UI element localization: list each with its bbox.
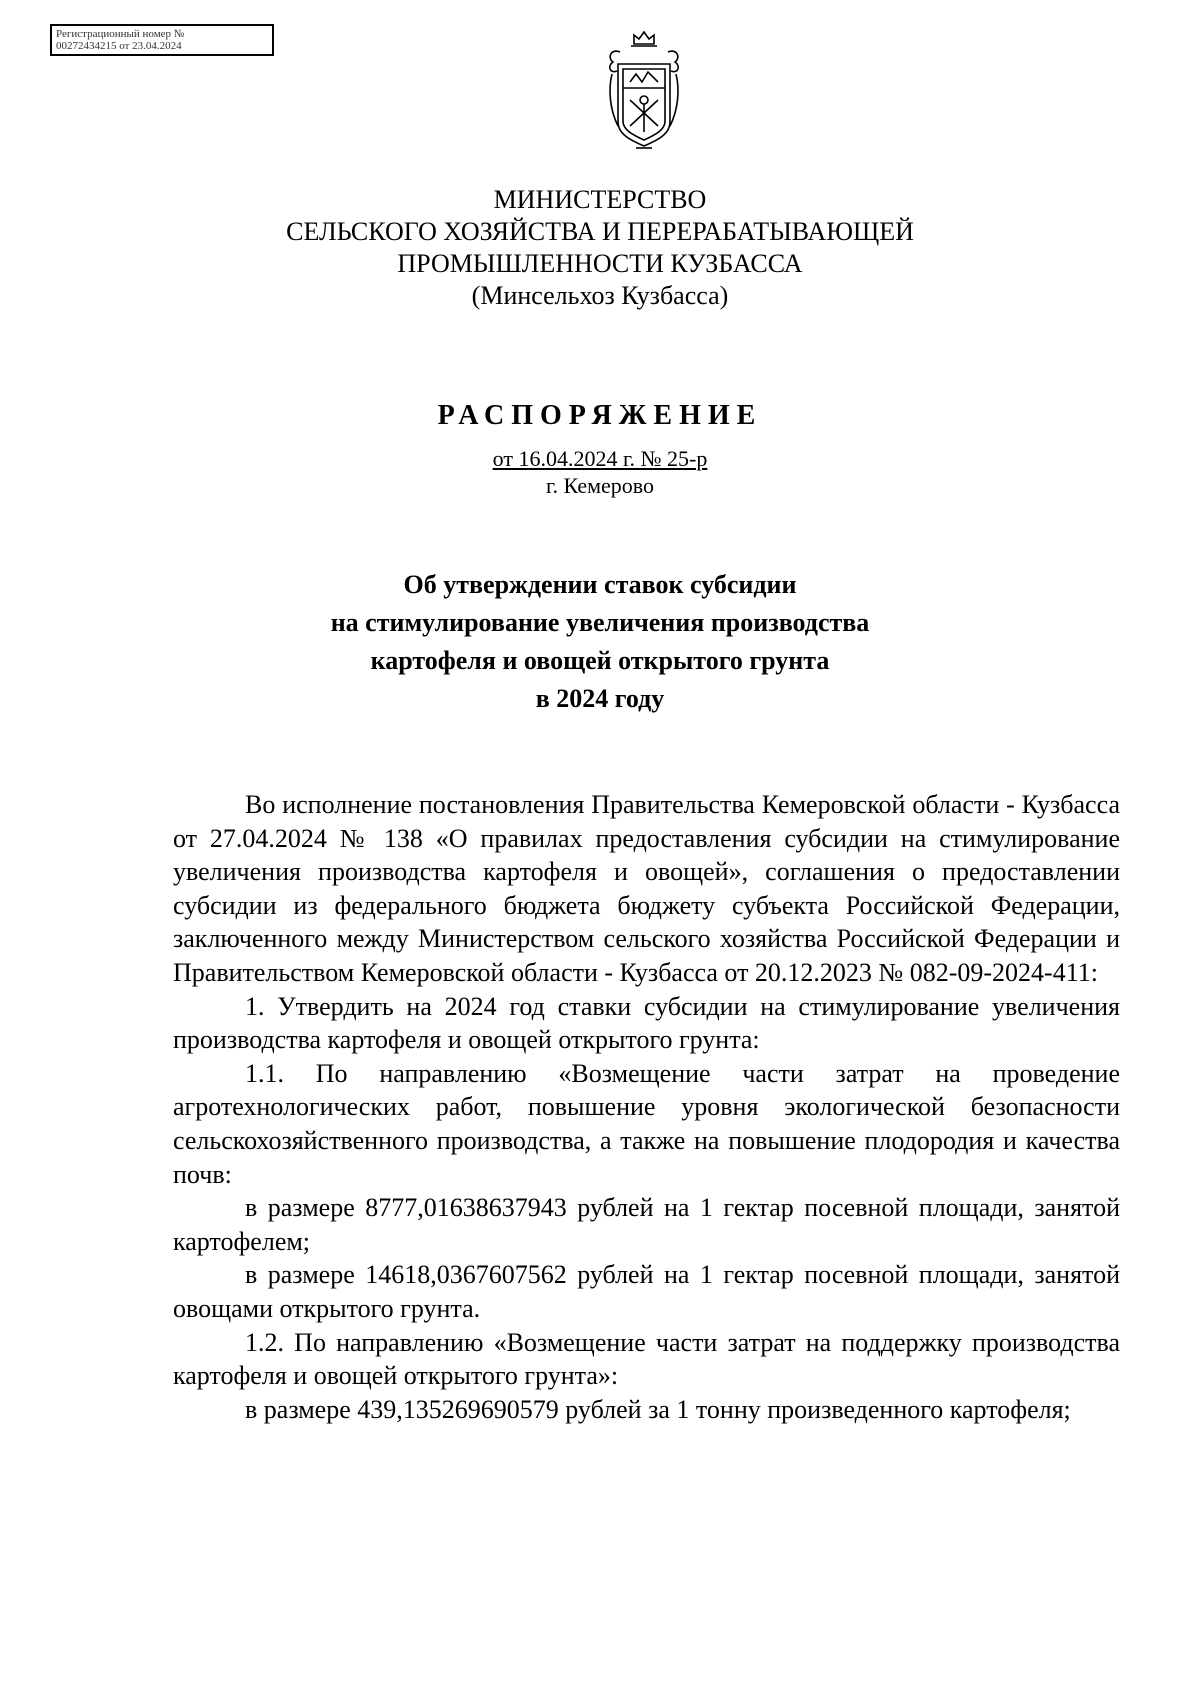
preamble-paragraph: Во исполнение постановления Правительства Кемеровской области - Кузбасса от 27.04.2024 № 138 «О правилах предоставления субсидии на стимулирование увеличения производства картофеля и овощей», соглашения о предоставлении субсидии из федерального бюджета бюджету субъекта Российской Федерации, заключенного между Министерством сельского хозяйства Российской Федерации и Правительством Кемеровской области - Кузбасса от 20.12.2023 № 082-09-2024-411:	[173, 790, 1120, 987]
date-number-text: от 16.04.2024 г. № 25-р	[492, 446, 708, 471]
kuzbass-coat-of-arms-icon	[604, 30, 684, 152]
registration-stamp	[50, 24, 274, 56]
clause-1: 1. Утвердить на 2024 год ставки субсидии на стимулирование увеличения производства картофеля и овощей открытого грунта:	[173, 991, 1120, 1055]
rate-vegetables-area: в размере 14618,0367607562 рублей на 1 гектар посевной площади, занятой овощами открытого грунта.	[173, 1260, 1120, 1323]
subject-line-2: на стимулирование увеличения производства	[330, 608, 870, 637]
rate-potato-tonne: в размере 439,135269690579 рублей за 1 тонну произведенного картофеля;	[245, 1394, 1071, 1424]
subject-line-3: картофеля и овощей открытого грунта	[370, 646, 830, 675]
registration-number-value: 00272434215 от 23.04.2024	[56, 40, 182, 52]
document-city: г. Кемерово	[545, 473, 655, 498]
ministry-line-2: СЕЛЬСКОГО ХОЗЯЙСТВА И ПЕРЕРАБАТЫВАЮЩЕЙ	[286, 217, 914, 246]
ministry-line-1: МИНИСТЕРСТВО	[493, 185, 707, 214]
subject-line-4: в 2024 году	[535, 684, 665, 713]
registration-number-label: Регистрационный номер №	[56, 28, 185, 40]
ministry-short-name: (Минсельхоз Кузбасса)	[471, 281, 729, 310]
ministry-line-3: ПРОМЫШЛЕННОСТИ КУЗБАССА	[397, 249, 803, 278]
subject-line-1: Об утверждении ставок субсидии	[403, 570, 797, 599]
clause-1-2: 1.2. По направлению «Возмещение части затрат на поддержку производства картофеля и овощей открытого грунта»:	[173, 1327, 1120, 1391]
document-type: РАСПОРЯЖЕНИЕ	[437, 400, 763, 431]
rate-potato-area: в размере 8777,01638637943 рублей на 1 гектар посевной площади, занятой картофелем;	[173, 1193, 1120, 1256]
ministry-name	[0, 184, 1200, 312]
clause-1-1: 1.1. По направлению «Возмещение части затрат на проведение агротехнологических работ, повышение уровня экологической безопасности сельскохозяйственного производства, а также на повышение плодородия и качества почв:	[173, 1058, 1120, 1189]
document-body	[173, 788, 1120, 1426]
document-date-number	[0, 446, 1200, 472]
document-subject	[0, 566, 1200, 718]
